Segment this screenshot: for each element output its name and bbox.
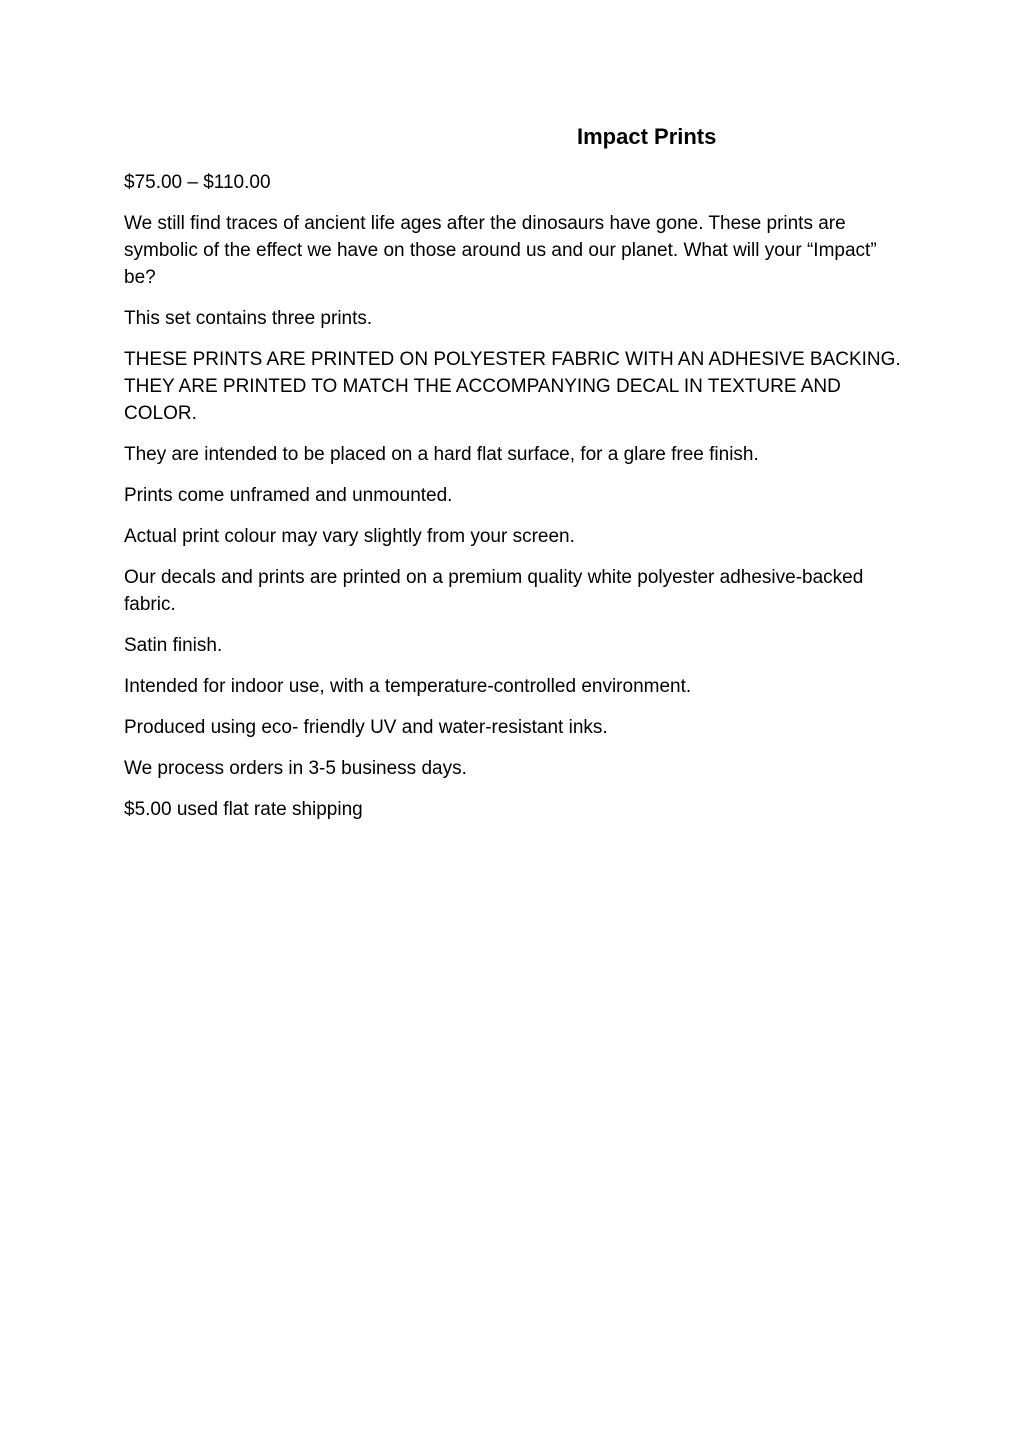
price-range: $75.00 – $110.00 bbox=[124, 172, 271, 193]
paragraph-inks: Produced using eco- friendly UV and water-resistant inks. bbox=[124, 717, 608, 738]
paragraph-shipping: $5.00 used flat rate shipping bbox=[124, 799, 363, 820]
document-body bbox=[124, 169, 908, 837]
paragraph-unframed: Prints come unframed and unmounted. bbox=[124, 485, 453, 506]
paragraph-colour-note: Actual print colour may vary slightly from your screen. bbox=[124, 526, 575, 547]
paragraph-fabric: Our decals and prints are printed on a premium quality white polyester adhesive-backed fabric. bbox=[124, 567, 864, 615]
paragraph-material-notice: THESE PRINTS ARE PRINTED ON POLYESTER FABRIC WITH AN ADHESIVE BACKING. THEY ARE PRINTED TO MATCH THE ACCOMPANYING DECAL IN TEXTURE AND COLOR. bbox=[124, 349, 901, 424]
paragraph-placement: They are intended to be placed on a hard flat surface, for a glare free finish. bbox=[124, 444, 759, 465]
page-title: Impact Prints bbox=[577, 124, 717, 149]
paragraph-intro: We still find traces of ancient life ages after the dinosaurs have gone. These prints are symbolic of the effect we have on those around us and our planet. What will your “Impact” be? bbox=[124, 213, 877, 288]
paragraph-indoor-use: Intended for indoor use, with a temperature-controlled environment. bbox=[124, 676, 692, 697]
paragraph-set-contents: This set contains three prints. bbox=[124, 308, 373, 329]
paragraph-processing: We process orders in 3-5 business days. bbox=[124, 758, 467, 779]
paragraph-finish: Satin finish. bbox=[124, 635, 223, 656]
